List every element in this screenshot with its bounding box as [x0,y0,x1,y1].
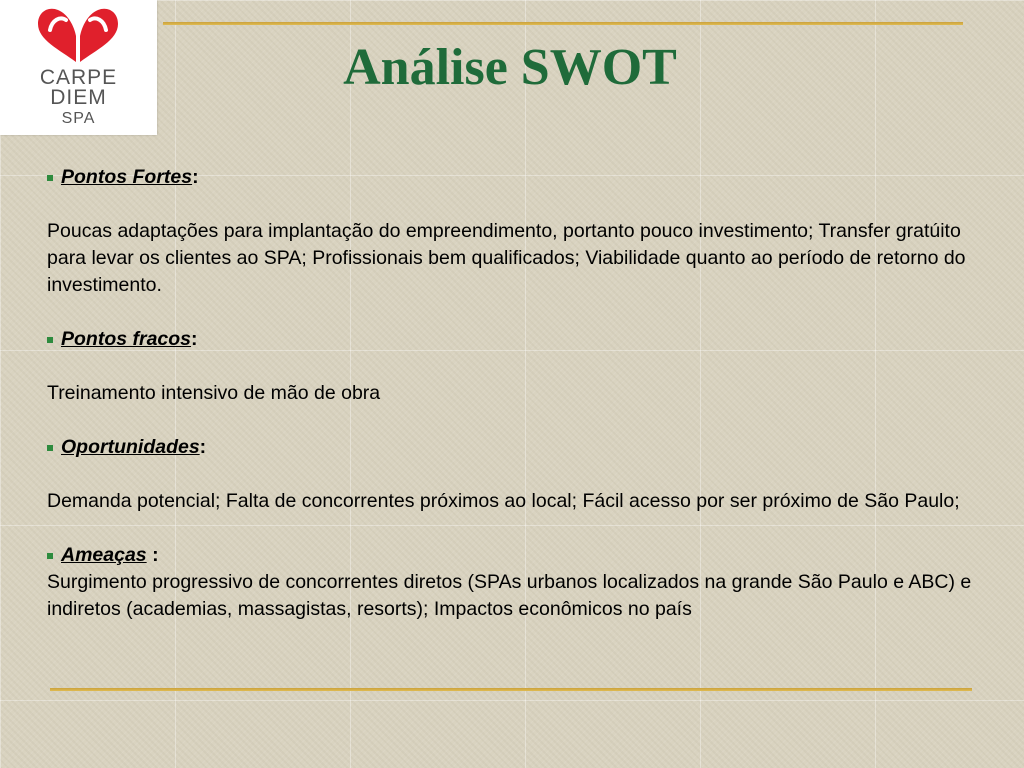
swot-content [47,164,977,623]
section-text-weaknesses: Treinamento intensivo de mão de obra [47,382,381,404]
heading-colon: : [199,436,207,458]
square-bullet-icon [47,175,53,181]
heart-logo-icon [0,0,157,70]
page-title: Análise SWOT [343,39,677,96]
heading-colon: : [192,166,199,188]
heading-label: Ameaças [61,544,147,566]
section-heading-threats [47,542,977,569]
square-bullet-icon [47,337,53,343]
square-bullet-icon [47,553,53,559]
heading-label: Pontos fracos [61,328,192,350]
heading-colon: : [191,328,198,350]
section-text-opportunities: Demanda potencial; Falta de concorrentes próximos ao local; Fácil acesso por ser próximo de São Paulo; [47,490,960,512]
logo-text-spa: SPA [61,110,96,127]
section-text-strengths: Poucas adaptações para implantação do empreendimento, portanto pouco investimento; Transfer gratúito para levar os clientes ao SPA; Profissionais bem qualificados; Viabilidade quanto ao período de retorno do investimento. [47,220,966,296]
section-heading-weaknesses [47,326,977,353]
heading-colon: : [146,544,159,566]
heading-label: Oportunidades [61,436,200,458]
heading-label: Pontos Fortes [61,166,193,188]
section-heading-strengths [47,164,977,191]
carpe-diem-spa-logo [0,0,157,135]
top-divider [163,22,963,25]
logo-text-carpe: CARPE [39,66,118,89]
square-bullet-icon [47,445,53,451]
section-heading-opportunities [47,434,977,461]
logo-text-diem: DIEM [50,86,107,109]
section-text-threats: Surgimento progressivo de concorrentes diretos (SPAs urbanos localizados na grande São Paulo e ABC) e indiretos (academias, massagistas, resorts); Impactos econômicos no país [47,571,972,620]
bottom-divider [50,688,972,691]
